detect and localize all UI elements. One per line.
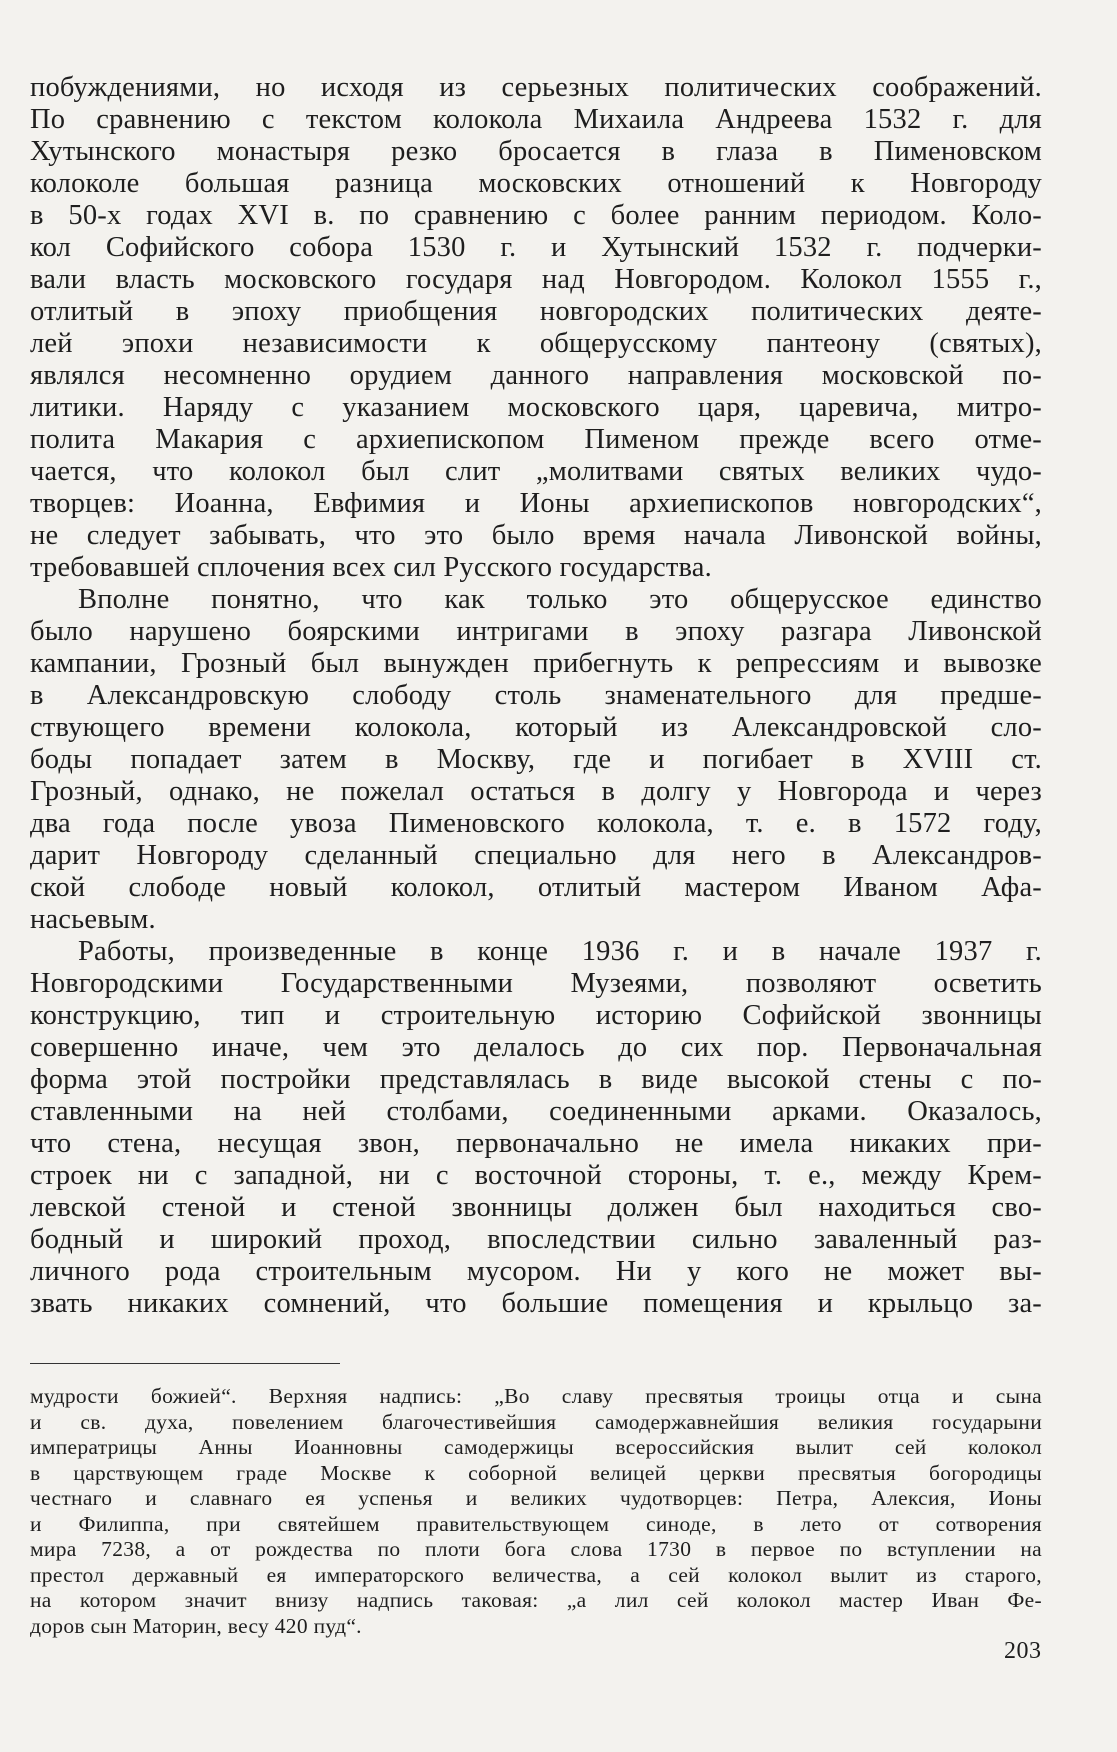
footnote-line: в царствующем граде Москве к соборной велицей церкви пресвятыя богородицы: [30, 1460, 1042, 1485]
text-line: насьевым.: [30, 904, 156, 935]
text-line: два года после увоза Пименовского колокола, т. е. в 1572 году,: [30, 808, 1042, 839]
text-line: полита Макария с архиепископом Пименом прежде всего отме-: [30, 424, 1042, 455]
text-line: отлитый в эпоху приобщения новгородских политических деяте-: [30, 296, 1042, 327]
footnote-line: доров сын Маторин, весу 420 пуд“.: [30, 1613, 362, 1638]
text-line: требовавшей сплочения всех сил Русского государства.: [30, 552, 712, 583]
text-line: было нарушено боярскими интригами в эпоху разгара Ливонской: [30, 616, 1042, 647]
text-line: личного рода строительным мусором. Ни у кого не может вы-: [30, 1256, 1042, 1287]
text-line: звать никаких сомнений, что большие помещения и крыльцо за-: [30, 1288, 1042, 1319]
text-line: в 50-х годах XVI в. по сравнению с более ранним периодом. Коло-: [30, 200, 1042, 231]
footnote: [30, 1384, 1042, 1639]
text-line: левской стеной и стеной звонницы должен был находиться сво-: [30, 1192, 1042, 1223]
text-line: дарит Новгороду сделанный специально для него в Александров-: [30, 840, 1042, 871]
text-line: бодный и широкий проход, впоследствии сильно заваленный раз-: [30, 1224, 1042, 1255]
text-line: боды попадает затем в Москву, где и погибает в XVIII ст.: [30, 744, 1042, 775]
text-line: литики. Наряду с указанием московского царя, царевича, митро-: [30, 392, 1042, 423]
text-line: лей эпохи независимости к общерусскому пантеону (святых),: [30, 328, 1042, 359]
text-line: Новгородскими Государственными Музеями, позволяют осветить: [30, 968, 1042, 999]
text-line: Вполне понятно, что как только это общерусское единство: [78, 584, 1042, 615]
text-line: колоколе большая разница московских отношений к Новгороду: [30, 168, 1042, 199]
text-line: не следует забывать, что это было время начала Ливонской войны,: [30, 520, 1042, 551]
footnote-line: императрицы Анны Иоанновны самодержицы всероссийския вылит сей колокол: [30, 1435, 1042, 1459]
footnote-line: честнаго и славнаго ея успенья и великих чудотворцев: Петра, Алексия, Ионы: [30, 1486, 1042, 1510]
main-text: [30, 72, 1042, 1320]
text-line: ской слободе новый колокол, отлитый мастером Иваном Афа-: [30, 872, 1042, 903]
text-line: Работы, произведенные в конце 1936 г. и в начале 1937 г.: [78, 936, 1042, 967]
text-line: ставленными на ней столбами, соединенными арками. Оказалось,: [30, 1096, 1042, 1127]
text-line: вали власть московского государя над Новгородом. Колокол 1555 г.,: [30, 264, 1042, 295]
text-line: Грозный, однако, не пожелал остаться в долгу у Новгорода и через: [30, 776, 1042, 807]
footnote-line: мудрости божией“. Верхняя надпись: „Во славу пресвятыя троицы отца и сына: [30, 1384, 1042, 1408]
text-line: Хутынского монастыря резко бросается в глаза в Пименовском: [30, 136, 1042, 167]
text-line: являлся несомненно орудием данного направления московской по-: [30, 360, 1042, 391]
text-line: ствующего времени колокола, который из Александровской сло-: [30, 712, 1042, 743]
footnote-divider: [30, 1363, 340, 1364]
page-number: 203: [1004, 1638, 1042, 1664]
footnote-line: мира 7238, а от рождества по плоти бога слова 1730 в первое по вступлении на: [30, 1537, 1042, 1561]
text-line: совершенно иначе, чем это делалось до сих пор. Первоначальная: [30, 1032, 1042, 1063]
text-line: кампании, Грозный был вынужден прибегнуть к репрессиям и вывозке: [30, 648, 1042, 679]
text-line: что стена, несущая звон, первоначально не имела никаких при-: [30, 1128, 1042, 1159]
text-line: побуждениями, но исходя из серьезных политических соображений.: [30, 72, 1042, 103]
footnote-line: и Филиппа, при святейшем правительствующем синоде, в лето от сотворения: [30, 1511, 1042, 1536]
text-line: По сравнению с текстом колокола Михаила Андреева 1532 г. для: [30, 104, 1042, 135]
text-line: конструкцию, тип и строительную историю Софийской звонницы: [30, 1000, 1042, 1031]
footnote-line: на котором значит внизу надпись таковая: „а лил сей колокол мастер Иван Фе-: [30, 1588, 1042, 1612]
text-line: в Александровскую слободу столь знаменательного для предше-: [30, 680, 1042, 711]
text-line: кол Софийского собора 1530 г. и Хутынский 1532 г. подчерки-: [30, 232, 1042, 263]
footnote-line: и св. духа, повелением благочестивейшия самодержавнейшия великия государыни: [30, 1409, 1042, 1434]
text-line: чается, что колокол был слит „молитвами святых великих чудо-: [30, 456, 1042, 487]
text-line: форма этой постройки представлялась в виде высокой стены с по-: [30, 1064, 1042, 1095]
footnote-line: престол державный ея императорского величества, а сей колокол вылит из старого,: [30, 1562, 1042, 1587]
text-line: творцев: Иоанна, Евфимия и Ионы архиепископов новгородских“,: [30, 488, 1042, 519]
text-line: строек ни с западной, ни с восточной стороны, т. е., между Крем-: [30, 1160, 1042, 1191]
